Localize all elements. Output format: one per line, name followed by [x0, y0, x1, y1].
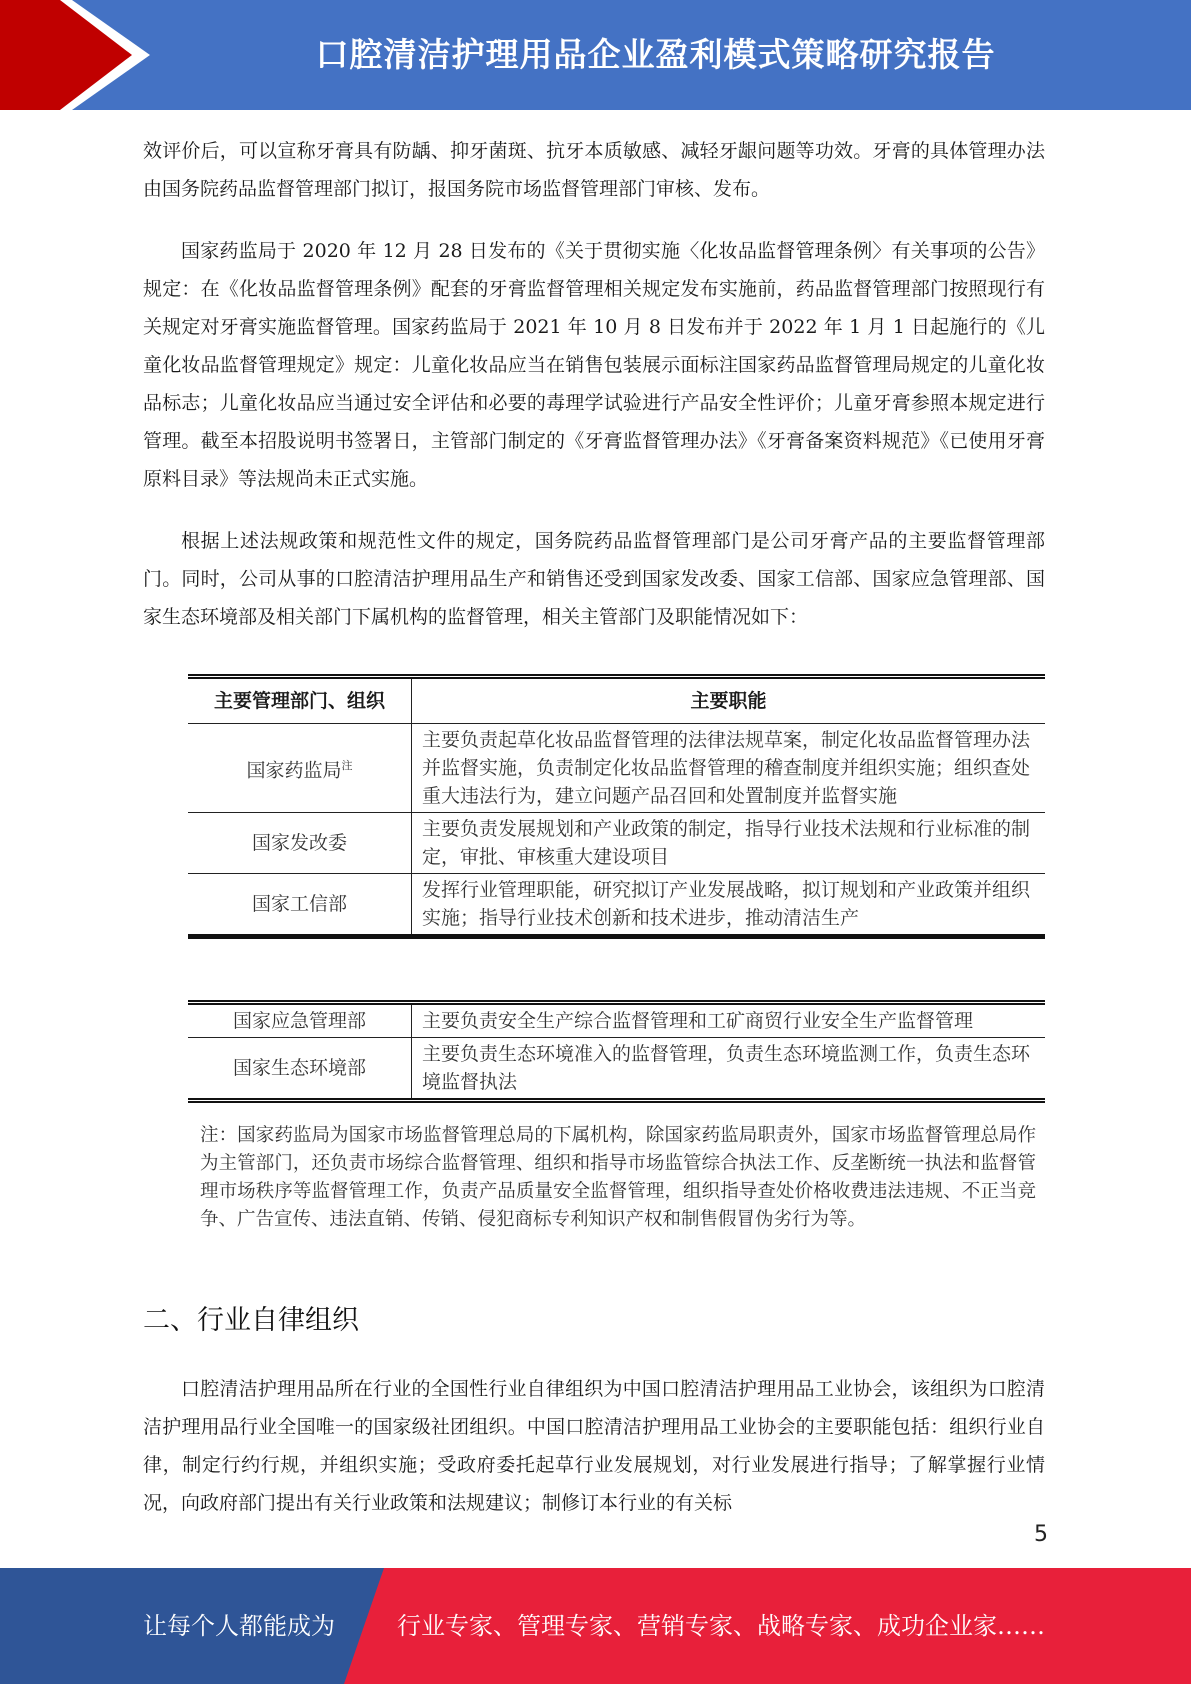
- paragraph-2: 国家药监局于 2020 年 12 月 28 日发布的《关于贯彻实施〈化妆品监督管理条例〉有关事项的公告》规定：在《化妆品监督管理条例》配套的牙膏监督管理相关规定发布实施前，药品监督管理部门按照现行有关规定对牙膏实施监督管理。国家药监局于 2021 年 10 月 8 日发布并于 2022 年 1 月 1 日起施行的《儿童化妆品监督管理规定》规定：儿童化妆品应当在销售包装展示面标注国家药品监督管理局规定的儿童化妆品标志；儿童化妆品应当通过安全评估和必要的毒理学试验进行产品安全性评价；儿童牙膏参照本规定进行管理。截至本招股说明书签署日，主管部门制定的《牙膏监督管理办法》《牙膏备案资料规范》《已使用牙膏原料目录》等法规尚未正式实施。: [143, 240, 1045, 490]
- section-paragraph: 口腔清洁护理用品所在行业的全国性行业自律组织为中国口腔清洁护理用品工业协会，该组织为口腔清洁护理用品行业全国唯一的国家级社团组织。中国口腔清洁护理用品工业协会的主要职能包括：组织行业自律，制定行约行规，并组织实施；受政府委托起草行业发展规划，对行业发展进行指导；了解掌握行业情况，向政府部门提出有关行业政策和法规建议；制修订本行业的有关标: [143, 1378, 1045, 1514]
- function-cell: 主要负责安全生产综合监督管理和工矿商贸行业安全生产监督管理: [412, 1003, 1046, 1038]
- dept-cell: 国家药监局$^注$: [188, 724, 412, 813]
- table-header-row: [188, 677, 1045, 724]
- section-heading: 二、行业自律组织: [143, 1305, 359, 1336]
- page-footer: [0, 1568, 1191, 1684]
- body-content: [143, 132, 1045, 660]
- function-cell: 发挥行业管理职能，研究拟订产业发展战略，拟订规划和产业政策并组织实施；指导行业技术创新和技术进步，推动清洁生产: [412, 874, 1046, 937]
- table-row: [188, 724, 1045, 813]
- table-row: [188, 1038, 1045, 1101]
- report-title: 口腔清洁护理用品企业盈利模式策略研究报告: [315, 35, 996, 74]
- dept-cell: 国家生态环境部: [188, 1038, 412, 1101]
- section-body: [143, 1370, 1045, 1546]
- table-row: [188, 1003, 1045, 1038]
- page-header: [0, 0, 1191, 110]
- table-row: [188, 874, 1045, 937]
- function-cell: 主要负责生态环境准入的监督管理，负责生态环境监测工作，负责生态环境监督执法: [412, 1038, 1046, 1101]
- paragraph-3: 根据上述法规政策和规范性文件的规定，国务院药品监督管理部门是公司牙膏产品的主要监督管理部门。同时，公司从事的口腔清洁护理用品生产和销售还受到国家发改委、国家工信部、国家应急管理部、国家生态环境部及相关部门下属机构的监督管理，相关主管部门及职能情况如下：: [143, 530, 1045, 628]
- table-footnote: 注：国家药监局为国家市场监督管理总局的下属机构，除国家药监局职责外，国家市场监督管理总局作为主管部门，还负责市场综合监督管理、组织和指导市场监管综合执法工作、反垄断统一执法和监督管理市场秩序等监督管理工作，负责产品质量安全监督管理，组织指导查处价格收费违法违规、不正当竞争、广告宣传、违法直销、传销、侵犯商标专利知识产权和制售假冒伪劣行为等。: [200, 1125, 1036, 1230]
- footer-slogan-right: 行业专家、管理专家、营销专家、战略专家、成功企业家……: [397, 1612, 1045, 1640]
- paragraph-1: 效评价后，可以宣称牙膏具有防龋、抑牙菌斑、抗牙本质敏感、减轻牙龈问题等功效。牙膏的具体管理办法由国务院药品监督管理部门拟订，报国务院市场监督管理部门审核、发布。: [143, 140, 1045, 200]
- regulator-table-2: [188, 1000, 1045, 1103]
- col-header-dept: 主要管理部门、组织: [188, 677, 412, 724]
- footnote-mark: 注: [341, 758, 353, 772]
- dept-cell: 国家工信部: [188, 874, 412, 937]
- dept-cell: 国家发改委: [188, 813, 412, 874]
- function-cell: 主要负责发展规划和产业政策的制定，指导行业技术法规和行业标准的制定，审批、审核重大建设项目: [412, 813, 1046, 874]
- function-cell: 主要负责起草化妆品监督管理的法律法规草案，制定化妆品监督管理办法并监督实施，负责制定化妆品监督管理的稽查制度并组织实施；组织查处重大违法行为，建立问题产品召回和处置制度并监督实施: [412, 724, 1046, 813]
- regulator-table-1: [188, 674, 1045, 939]
- footer-slogan-left: 让每个人都能成为: [143, 1612, 335, 1640]
- table-row: [188, 813, 1045, 874]
- col-header-function: 主要职能: [412, 677, 1046, 724]
- dept-cell: 国家应急管理部: [188, 1003, 412, 1038]
- page-number: 5: [1034, 1522, 1048, 1547]
